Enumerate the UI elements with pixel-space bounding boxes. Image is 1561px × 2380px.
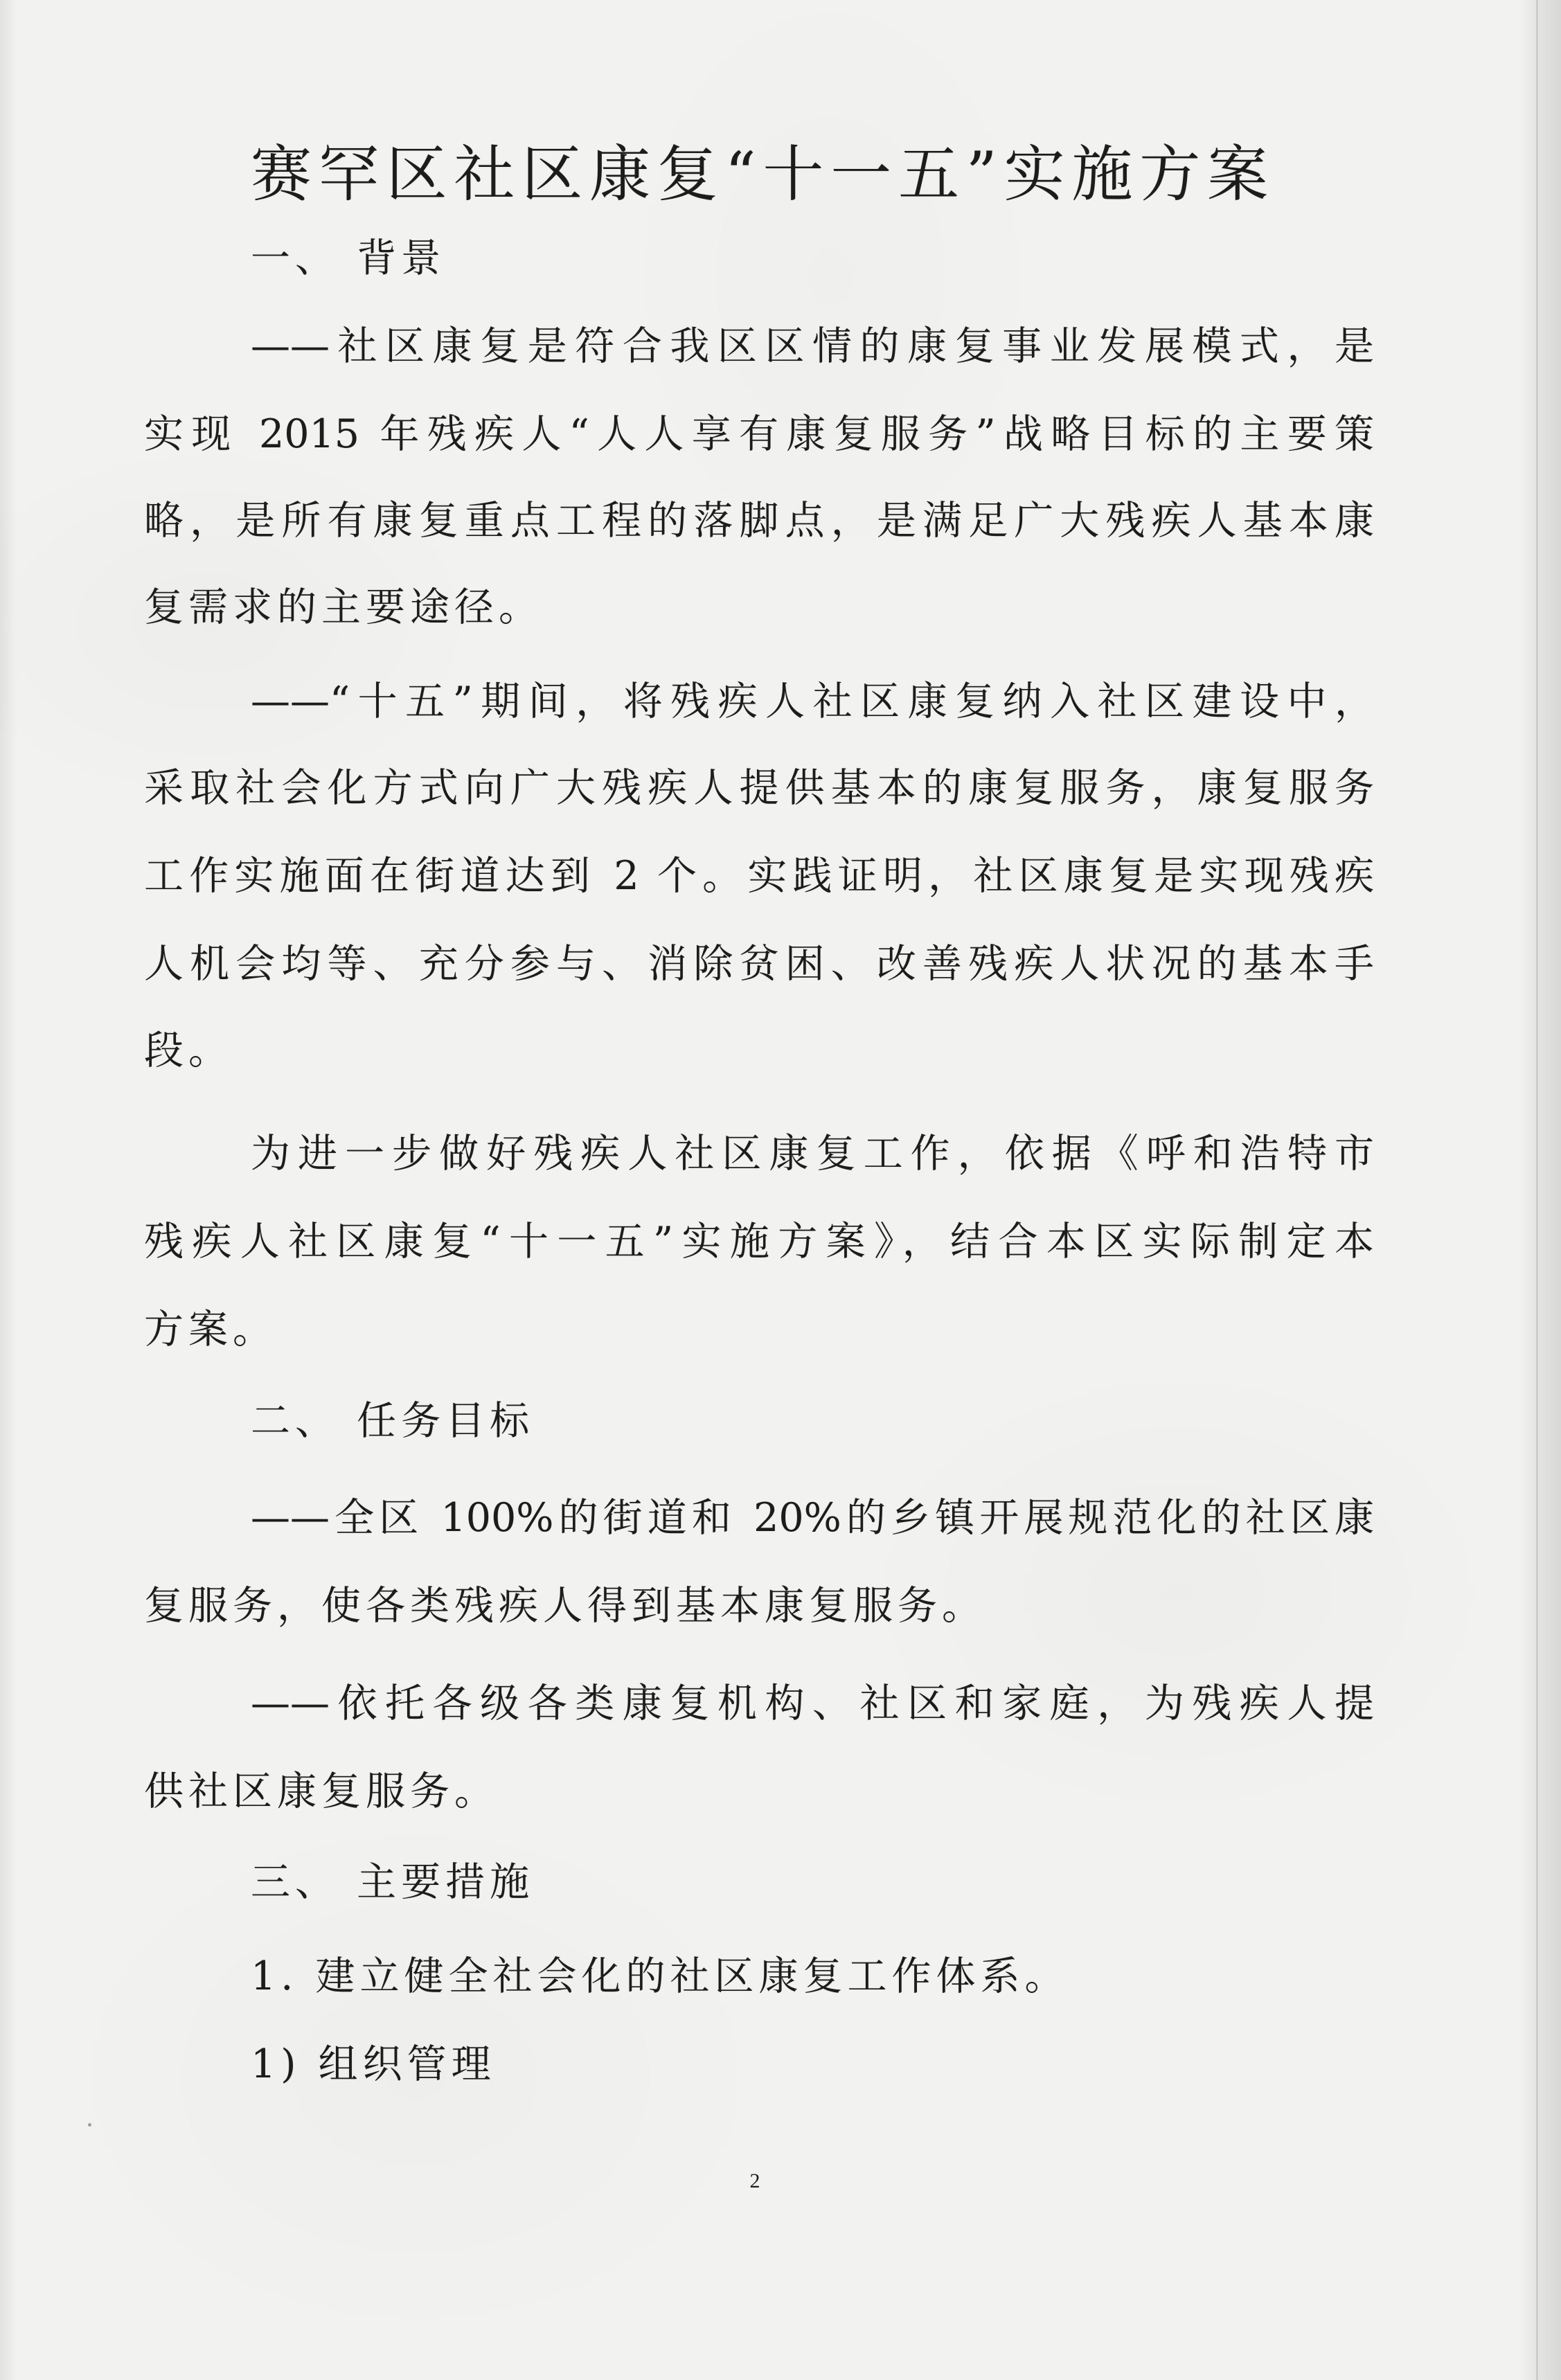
page-number: 2 bbox=[749, 2169, 760, 2192]
paragraph-line: ——社区康复是符合我区区情的康复事业发展模式，是 bbox=[251, 323, 1374, 369]
paragraph-line: 实现 2015 年残疾人“人人享有康复服务”战略目标的主要策 bbox=[144, 411, 1374, 457]
paragraph-line: 供社区康复服务。 bbox=[144, 1769, 499, 1814]
paragraph-line: 1) 组织管理 bbox=[251, 2041, 496, 2087]
paragraph-line: 复需求的主要途径。 bbox=[144, 584, 543, 630]
paragraph-line: 段。 bbox=[144, 1028, 233, 1073]
section-heading: 三、 主要措施 bbox=[251, 1859, 535, 1905]
section-heading: 一、 背景 bbox=[251, 235, 446, 281]
scan-edge-shadow-right bbox=[1519, 0, 1561, 2380]
paragraph-line: 残疾人社区康复“十一五”实施方案》，结合本区实际制定本 bbox=[144, 1219, 1374, 1264]
paragraph-line: 方案。 bbox=[144, 1307, 277, 1352]
paragraph-line: 1. 建立健全社会化的社区康复工作体系。 bbox=[251, 1953, 1069, 1999]
paragraph-line: 为进一步做好残疾人社区康复工作，依据《呼和浩特市 bbox=[251, 1131, 1374, 1176]
paragraph-line: 人机会均等、充分参与、消除贫困、改善残疾人状况的基本手 bbox=[144, 941, 1374, 987]
paragraph-line: 略，是所有康复重点工程的落脚点，是满足广大残疾人基本康 bbox=[144, 498, 1374, 544]
paragraph-line: ——全区 100%的街道和 20%的乡镇开展规范化的社区康 bbox=[251, 1495, 1374, 1541]
paragraph-line: ——依托各级各类康复机构、社区和家庭，为残疾人提 bbox=[251, 1681, 1374, 1726]
paragraph-line: 复服务，使各类残疾人得到基本康复服务。 bbox=[144, 1583, 986, 1629]
document-title: 赛罕区社区康复“十一五”实施方案 bbox=[251, 138, 1268, 210]
paragraph-line: 采取社会化方式向广大残疾人提供基本的康复服务，康复服务 bbox=[144, 765, 1374, 811]
paragraph-line: ——“十五”期间，将残疾人社区康复纳入社区建设中， bbox=[251, 679, 1374, 724]
scan-speck bbox=[88, 2123, 91, 2127]
scan-edge-shadow-left bbox=[0, 0, 17, 2380]
section-heading: 二、 任务目标 bbox=[251, 1398, 535, 1444]
scan-edge-line bbox=[1536, 0, 1538, 2380]
paragraph-line: 工作实施面在街道达到 2 个。实践证明，社区康复是实现残疾 bbox=[144, 853, 1374, 899]
